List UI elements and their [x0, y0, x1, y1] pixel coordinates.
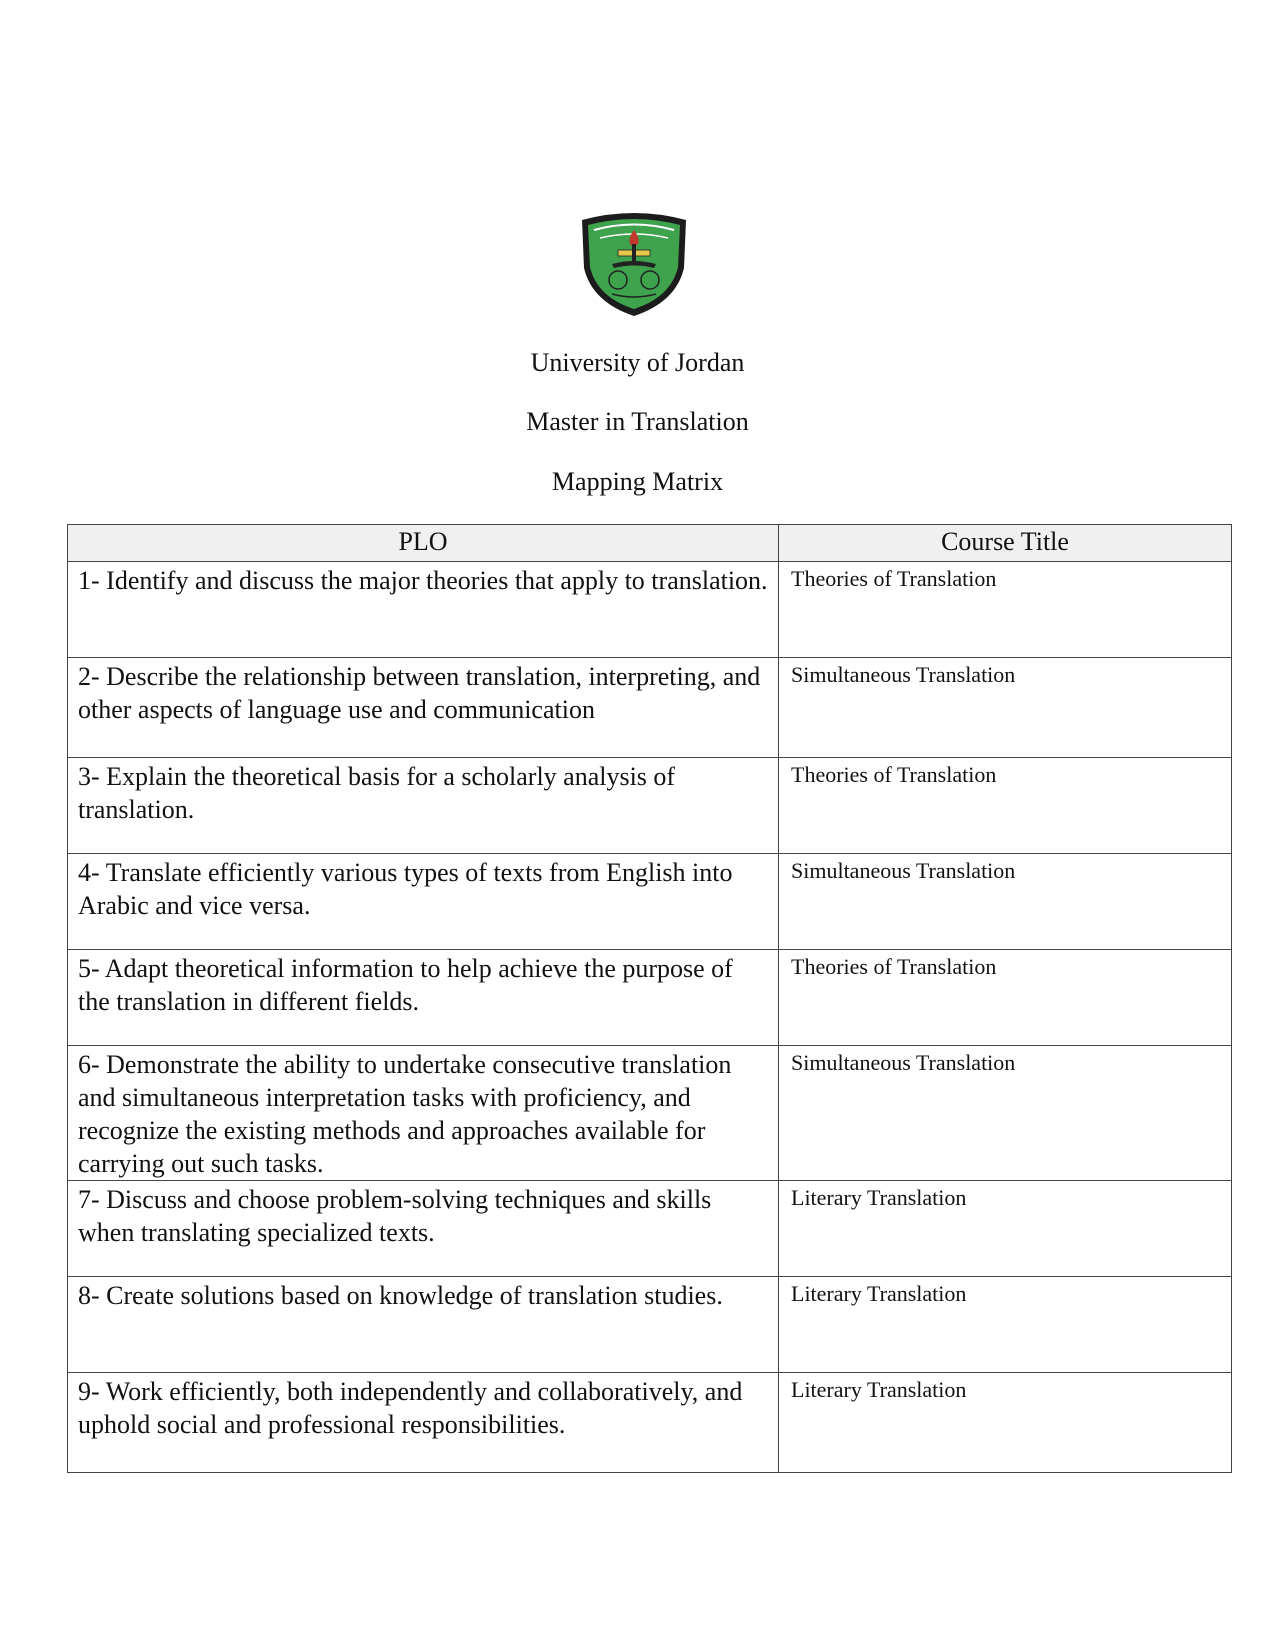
- plo-text: 6- Demonstrate the ability to undertake consecutive translation and simultaneous interpretation tasks with proficiency, and recognize the existing methods and approaches available for carrying out such tasks.: [78, 1050, 732, 1178]
- table-row: [68, 1046, 1232, 1181]
- plo-text: 3- Explain the theoretical basis for a scholarly analysis of translation.: [78, 762, 676, 824]
- plo-text: 2- Describe the relationship between translation, interpreting, and other aspects of language use and communication: [78, 662, 761, 724]
- course-cell: [779, 562, 1232, 658]
- course-title: Literary Translation: [791, 1281, 967, 1306]
- course-cell: [779, 758, 1232, 854]
- column-header-plo: PLO: [68, 525, 779, 562]
- course-cell: [779, 1181, 1232, 1277]
- course-cell: [779, 950, 1232, 1046]
- plo-cell: [68, 1181, 779, 1277]
- university-name: University of Jordan: [530, 348, 745, 377]
- course-title: Theories of Translation: [791, 954, 997, 979]
- table-row: [68, 1373, 1232, 1473]
- plo-cell: [68, 1277, 779, 1373]
- plo-cell: [68, 658, 779, 758]
- course-title: Simultaneous Translation: [791, 662, 1016, 687]
- plo-text: 1- Identify and discuss the major theories that apply to translation.: [78, 566, 768, 595]
- plo-text: 5- Adapt theoretical information to help achieve the purpose of the translation in different fields.: [78, 954, 733, 1016]
- shield-icon: [572, 208, 696, 320]
- course-title: Simultaneous Translation: [791, 858, 1016, 883]
- mapping-matrix-table: [67, 524, 1232, 1473]
- plo-cell: [68, 1046, 779, 1181]
- plo-text: 8- Create solutions based on knowledge of translation studies.: [78, 1281, 723, 1310]
- course-cell: [779, 1277, 1232, 1373]
- course-cell: [779, 1046, 1232, 1181]
- university-crest-logo: [572, 208, 696, 320]
- table-row: [68, 758, 1232, 854]
- plo-cell: [68, 758, 779, 854]
- table-row: [68, 1277, 1232, 1373]
- course-cell: [779, 658, 1232, 758]
- table-row: [68, 854, 1232, 950]
- table-row: [68, 1181, 1232, 1277]
- course-title: Theories of Translation: [791, 762, 997, 787]
- course-title: Literary Translation: [791, 1377, 967, 1402]
- plo-cell: [68, 562, 779, 658]
- course-title: Theories of Translation: [791, 566, 997, 591]
- table-row: [68, 658, 1232, 758]
- table-header-row: [68, 525, 1232, 562]
- document-title: Mapping Matrix: [551, 467, 724, 496]
- plo-cell: [68, 950, 779, 1046]
- plo-cell: [68, 1373, 779, 1473]
- column-header-course-title: Course Title: [779, 525, 1232, 562]
- course-cell: [779, 854, 1232, 950]
- plo-text: 4- Translate efficiently various types of texts from English into Arabic and vice versa.: [78, 858, 733, 920]
- plo-cell: [68, 854, 779, 950]
- table-row: [68, 950, 1232, 1046]
- plo-text: 7- Discuss and choose problem-solving techniques and skills when translating specialized texts.: [78, 1185, 712, 1247]
- course-cell: [779, 1373, 1232, 1473]
- plo-text: 9- Work efficiently, both independently and collaboratively, and uphold social and professional responsibilities.: [78, 1377, 743, 1439]
- program-name: Master in Translation: [526, 407, 749, 436]
- course-title: Literary Translation: [791, 1185, 967, 1210]
- table-row: [68, 562, 1232, 658]
- course-title: Simultaneous Translation: [791, 1050, 1016, 1075]
